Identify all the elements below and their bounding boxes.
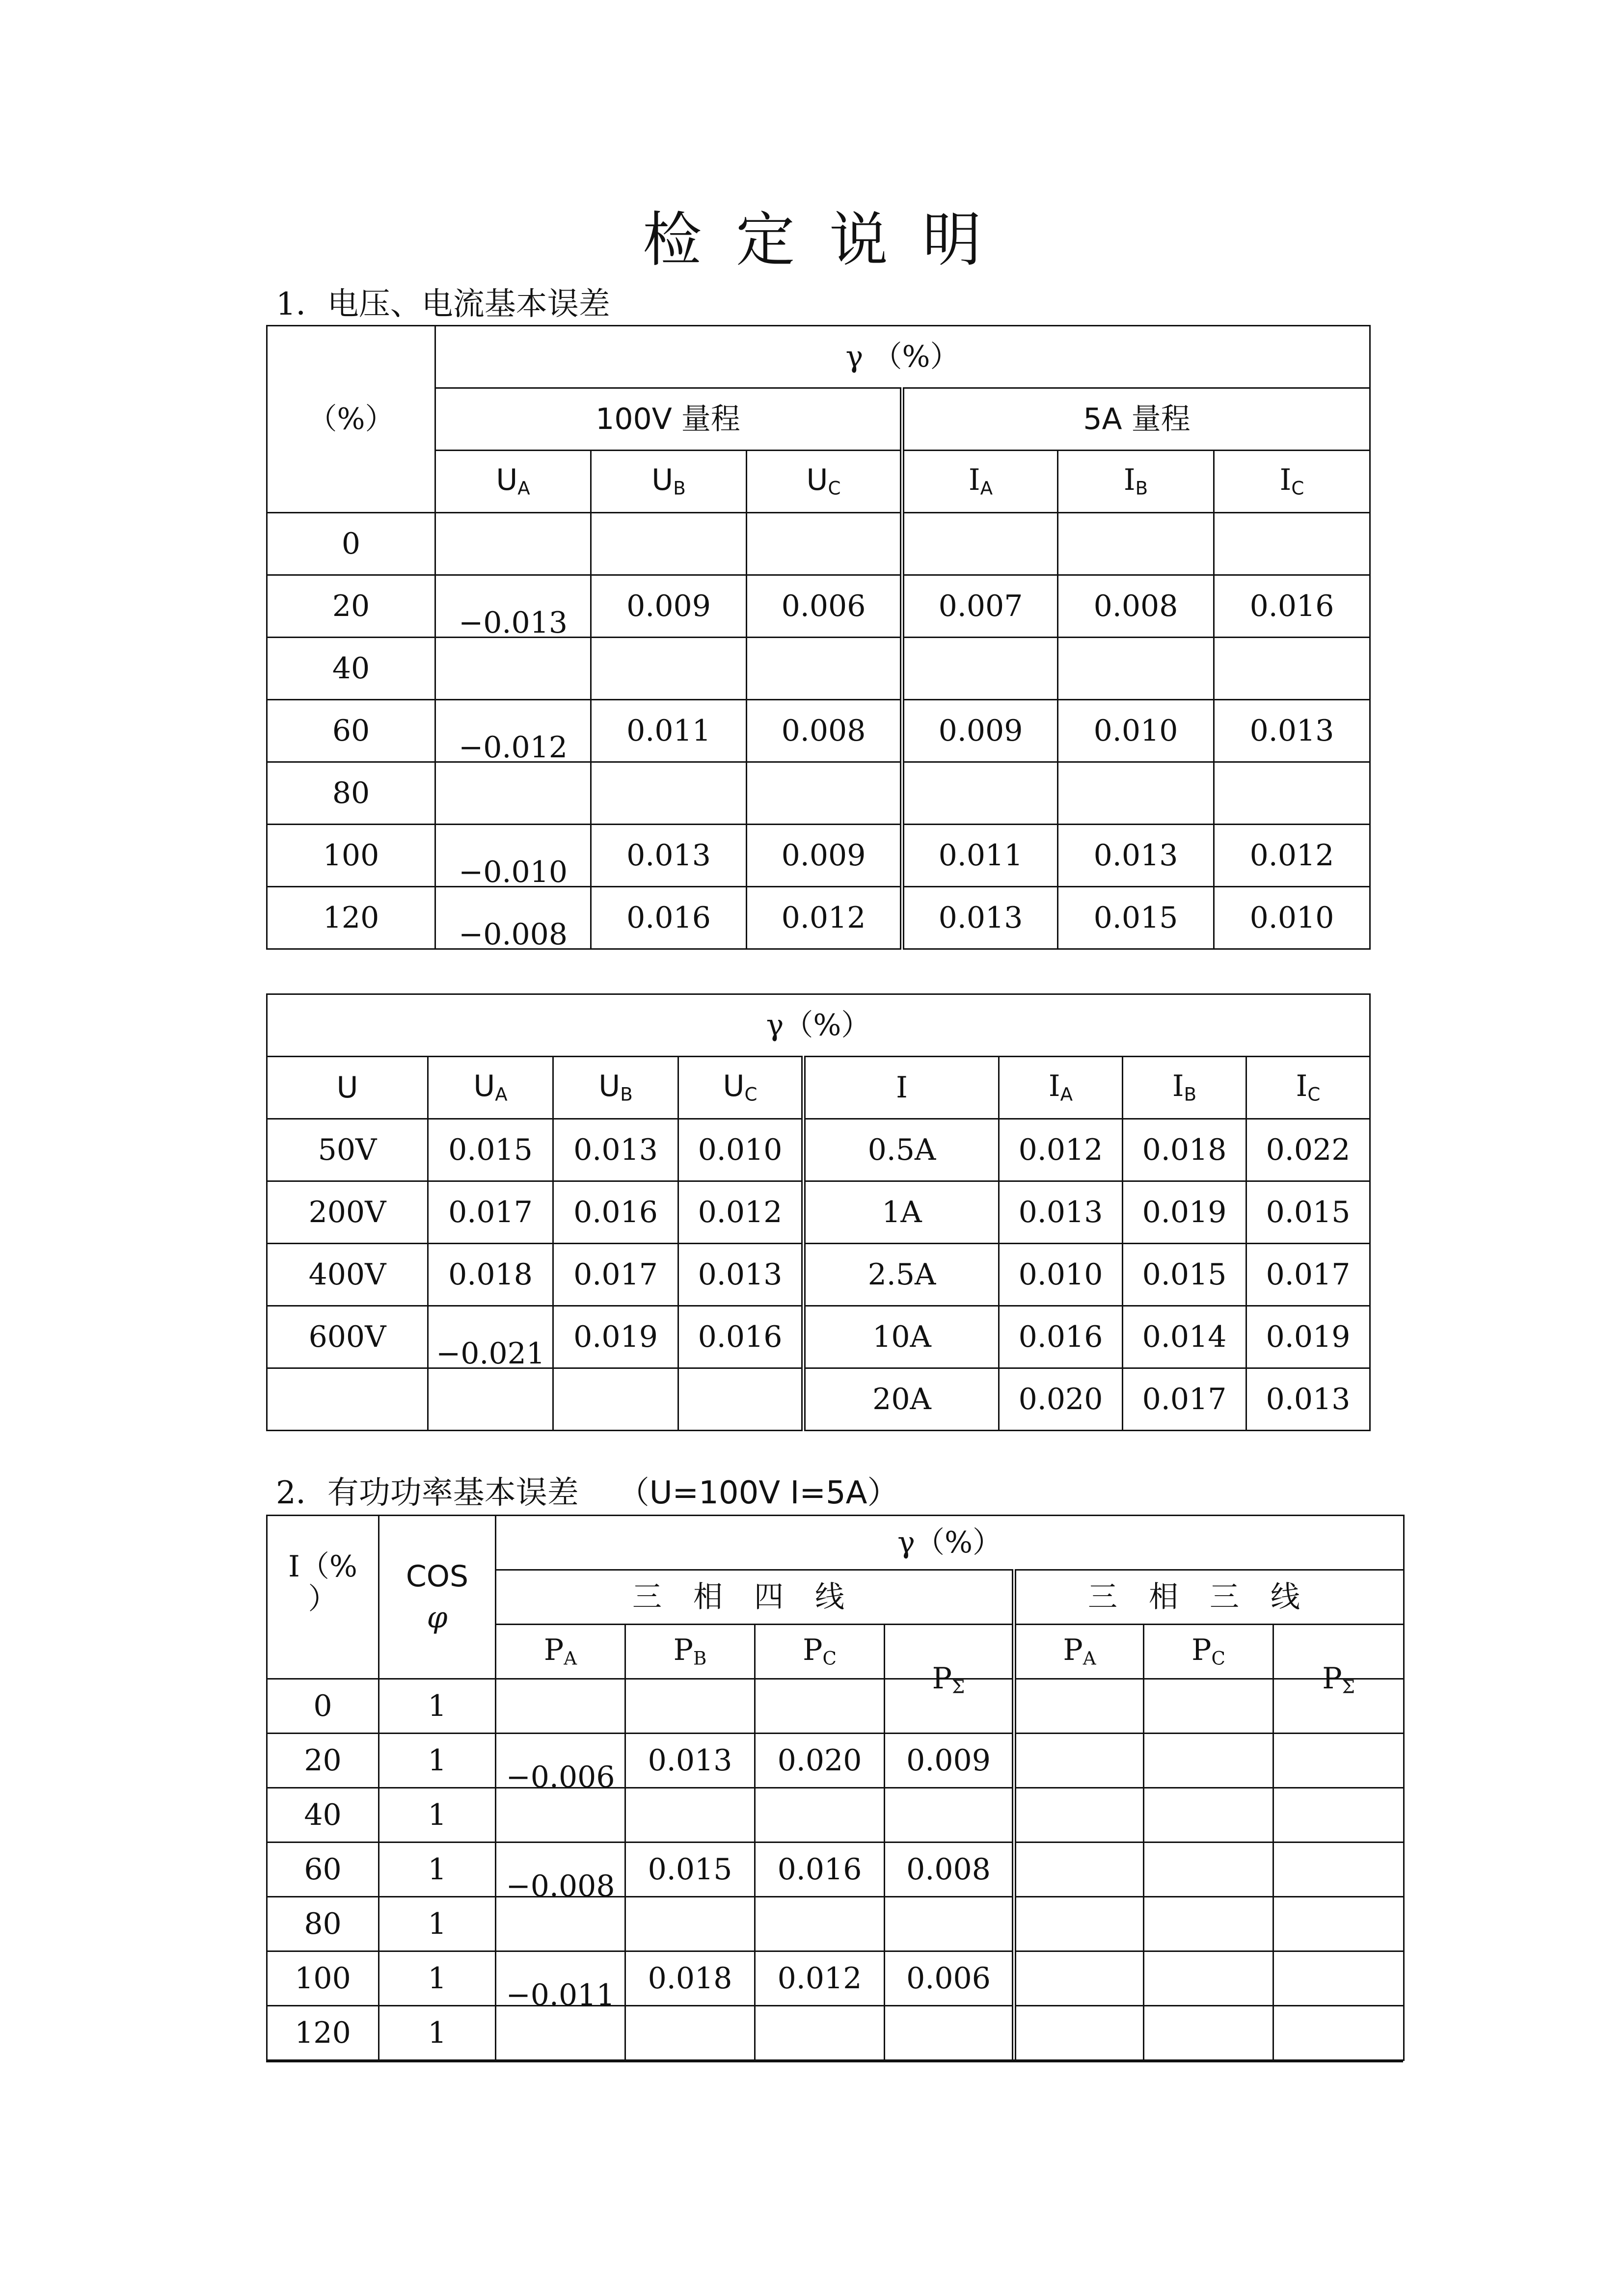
table-row [267,1951,1404,2006]
table-row [267,1788,1404,1842]
cell-pb [625,2006,755,2060]
cell-ia: 0.016 [999,1306,1123,1368]
cell-ua: −0.010 [435,825,591,887]
cell-pc-3w [1144,1788,1273,1842]
table-row [267,700,1370,762]
cell-ub: 0.013 [591,825,747,887]
cell-ic [1214,638,1370,700]
col-ua: $U_A$ [428,1057,553,1119]
col-i: Ⅰ [804,1057,999,1119]
cell-i: 40 [267,1788,379,1842]
cell-ic: 0.010 [1214,887,1370,949]
active-power-error-table [266,1515,1405,2061]
col-ic: $Ⅰ_C$ [1246,1057,1370,1119]
col-ib: $Ⅰ_B$ [1058,451,1214,513]
col-u: U [267,1057,428,1119]
section1-heading: 1．电压、电流基本误差 [276,286,610,322]
cell-ib [1058,513,1214,575]
cell-ia [902,762,1058,825]
cell-pa [496,2006,625,2060]
cell-psum-3w [1273,1842,1404,1897]
section2-heading: 2．有功功率基本误差 （U=100V Ⅰ=5A） [276,1475,899,1511]
cell-psum: 0.006 [885,1951,1014,2006]
cell-i: 120 [267,2006,379,2060]
cell-u: 600V [267,1306,428,1368]
cell-pb: 0.013 [625,1734,755,1788]
cell-ia: 0.011 [902,825,1058,887]
cell-pa-3w [1014,1734,1144,1788]
cell-uc [747,513,902,575]
cell-pb: 0.015 [625,1842,755,1897]
cell-pb [625,1897,755,1951]
cell-pc [755,1897,885,1951]
col-uc: $U_C$ [678,1057,804,1119]
cell-cos: 1 [379,1734,496,1788]
cell-i: 80 [267,1897,379,1951]
cell-ia: 0.013 [999,1181,1123,1244]
cell-ic [1214,762,1370,825]
cell-pa [496,1788,625,1842]
cell-ua: −0.008 [435,887,591,949]
three-phase-three-wire-header: 三相三线 [1014,1570,1404,1625]
table-row [267,638,1370,700]
cell-ib: 0.018 [1123,1119,1246,1181]
table-row [267,1897,1404,1951]
cell-psum-3w [1273,1788,1404,1842]
cell-uc: 0.010 [678,1119,804,1181]
cell-ia: 0.010 [999,1244,1123,1306]
cell-cos: 1 [379,1788,496,1842]
gamma-header: γ（%） [267,994,1370,1057]
current-percent-header: Ⅰ（% ） [267,1516,379,1679]
col-ua: $U_A$ [435,451,591,513]
row-percent: 20 [267,575,435,638]
cell-ua: −0.012 [435,700,591,762]
cell-pb [625,1679,755,1734]
cell-uc: 0.012 [678,1181,804,1244]
cell-pb: 0.018 [625,1951,755,2006]
row-percent: 60 [267,700,435,762]
cell-ub: 0.019 [553,1306,678,1368]
cell-ib: 0.014 [1123,1306,1246,1368]
cell-ib: 0.015 [1058,887,1214,949]
three-phase-four-wire-header: 三相四线 [496,1570,1014,1625]
cell-pa-3w [1014,1788,1144,1842]
table-row [267,1842,1404,1897]
table-row [267,1679,1404,1734]
cell-ic: 0.015 [1246,1181,1370,1244]
cell-pa: −0.008 [496,1842,625,1897]
cell-uc: 0.012 [747,887,902,949]
cell-pc-3w [1144,1897,1273,1951]
cell-pc: 0.016 [755,1842,885,1897]
cell-pa-3w [1014,1897,1144,1951]
cell-ic: 0.012 [1214,825,1370,887]
cell-ia: 0.012 [999,1119,1123,1181]
cell-psum [885,1897,1014,1951]
cell-pc-3w [1144,1842,1273,1897]
cell-pa [496,1679,625,1734]
cell-pa-3w [1014,1842,1144,1897]
row-percent: 120 [267,887,435,949]
cell-psum [885,2006,1014,2060]
page-title: 检定说明 [643,206,1016,274]
cell-ib: 0.019 [1123,1181,1246,1244]
cell-i: 1A [804,1181,999,1244]
cell-ua [435,638,591,700]
col-pa: $P_A$ [496,1625,625,1679]
cell-pa-3w [1014,1679,1144,1734]
cell-pc [755,2006,885,2060]
cell-ia [902,638,1058,700]
cell-ic [1214,513,1370,575]
cell-ib: 0.017 [1123,1368,1246,1431]
cell-pc-3w [1144,1679,1273,1734]
cell-pa-3w [1014,1951,1144,2006]
cell-uc [747,762,902,825]
cell-ib: 0.010 [1058,700,1214,762]
cell-psum [885,1788,1014,1842]
cell-ub [591,762,747,825]
range-error-table [266,993,1371,1431]
cell-i: 10A [804,1306,999,1368]
cell-ub: 0.009 [591,575,747,638]
cell-pb [625,1788,755,1842]
range-100v-header: 100V 量程 [435,388,902,451]
cell-ic: 0.013 [1246,1368,1370,1431]
cell-cos: 1 [379,1842,496,1897]
cell-cos: 1 [379,1679,496,1734]
cell-i: 2.5A [804,1244,999,1306]
col-pb: $P_B$ [625,1625,755,1679]
voltage-current-error-table [266,325,1371,950]
cell-u: 50V [267,1119,428,1181]
cell-ua: −0.013 [435,575,591,638]
col-ub: $U_B$ [553,1057,678,1119]
cell-uc [747,638,902,700]
gamma-header: γ（%） [496,1516,1404,1570]
table-row [267,762,1370,825]
cell-ic: 0.016 [1214,575,1370,638]
cell-pa-3w [1014,2006,1144,2060]
cos-phi-header: COS φ [379,1516,496,1679]
cell-ib [1058,638,1214,700]
col-pa-3w: $P_A$ [1014,1625,1144,1679]
cell-ib: 0.008 [1058,575,1214,638]
cell-uc [678,1368,804,1431]
table-row [267,575,1370,638]
table-row [267,1244,1370,1306]
gamma-header: γ （%） [435,326,1370,388]
cell-ub [591,638,747,700]
col-uc: $U_C$ [747,451,902,513]
cell-ia [902,513,1058,575]
range-5a-header: 5A 量程 [902,388,1370,451]
col-ub: $U_B$ [591,451,747,513]
cell-ia: 0.009 [902,700,1058,762]
cell-i: 20 [267,1734,379,1788]
col-ia: $Ⅰ_A$ [902,451,1058,513]
cell-i: 20A [804,1368,999,1431]
cell-ua: −0.021 [428,1306,553,1368]
col-ib: $Ⅰ_B$ [1123,1057,1246,1119]
cell-psum-3w [1273,1734,1404,1788]
cell-pc [755,1788,885,1842]
cell-ib: 0.015 [1123,1244,1246,1306]
cell-uc: 0.009 [747,825,902,887]
col-ia: $Ⅰ_A$ [999,1057,1123,1119]
table-row [267,887,1370,949]
cell-ub: 0.017 [553,1244,678,1306]
row-percent: 40 [267,638,435,700]
col-psum: $P_\Sigma$ [885,1625,1014,1679]
cell-pa: −0.011 [496,1951,625,2006]
cell-uc: 0.006 [747,575,902,638]
cell-ua: 0.017 [428,1181,553,1244]
table-bottom-rule [266,2059,1403,2062]
cell-ub [553,1368,678,1431]
table-row [267,1368,1370,1431]
cell-pc-3w [1144,2006,1273,2060]
cell-i: 100 [267,1951,379,2006]
cell-pc-3w [1144,1951,1273,2006]
cell-pc [755,1679,885,1734]
cell-ua: 0.018 [428,1244,553,1306]
cell-ib [1058,762,1214,825]
cell-i: 60 [267,1842,379,1897]
col-pc: $P_C$ [755,1625,885,1679]
cell-cos: 1 [379,1951,496,2006]
cell-ub [591,513,747,575]
cell-psum: 0.009 [885,1734,1014,1788]
cell-cos: 1 [379,2006,496,2060]
col-ic: $Ⅰ_C$ [1214,451,1370,513]
cell-i: 0.5A [804,1119,999,1181]
table-row [267,825,1370,887]
cell-pc-3w [1144,1734,1273,1788]
cell-ic: 0.019 [1246,1306,1370,1368]
cell-ua: 0.015 [428,1119,553,1181]
cell-psum: 0.008 [885,1842,1014,1897]
cell-ua [435,513,591,575]
cell-ia: 0.013 [902,887,1058,949]
percent-header: （%） [267,326,435,513]
cell-ic: 0.017 [1246,1244,1370,1306]
row-percent: 80 [267,762,435,825]
cell-psum-3w [1273,1951,1404,2006]
col-pc-3w: $P_C$ [1144,1625,1273,1679]
cell-ia: 0.007 [902,575,1058,638]
cell-ub: 0.013 [553,1119,678,1181]
cell-ub: 0.016 [591,887,747,949]
cell-u [267,1368,428,1431]
table-row [267,1306,1370,1368]
table-row [267,1119,1370,1181]
cell-ib: 0.013 [1058,825,1214,887]
col-psum-3w: $P_\Sigma$ [1273,1625,1404,1679]
cell-ic: 0.013 [1214,700,1370,762]
cell-i: 0 [267,1679,379,1734]
cell-pa [496,1897,625,1951]
cell-ua [428,1368,553,1431]
row-percent: 100 [267,825,435,887]
table-row [267,1181,1370,1244]
cell-pc: 0.012 [755,1951,885,2006]
cell-u: 200V [267,1181,428,1244]
cell-ic: 0.022 [1246,1119,1370,1181]
table-row [267,2006,1404,2060]
cell-cos: 1 [379,1897,496,1951]
cell-pc: 0.020 [755,1734,885,1788]
cell-ub: 0.016 [553,1181,678,1244]
cell-uc: 0.008 [747,700,902,762]
cell-u: 400V [267,1244,428,1306]
cell-ua [435,762,591,825]
cell-uc: 0.016 [678,1306,804,1368]
row-percent: 0 [267,513,435,575]
cell-psum-3w [1273,2006,1404,2060]
cell-psum-3w [1273,1897,1404,1951]
table-row [267,513,1370,575]
cell-pa: −0.006 [496,1734,625,1788]
table-row [267,1734,1404,1788]
cell-uc: 0.013 [678,1244,804,1306]
cell-ia: 0.020 [999,1368,1123,1431]
cell-ub: 0.011 [591,700,747,762]
